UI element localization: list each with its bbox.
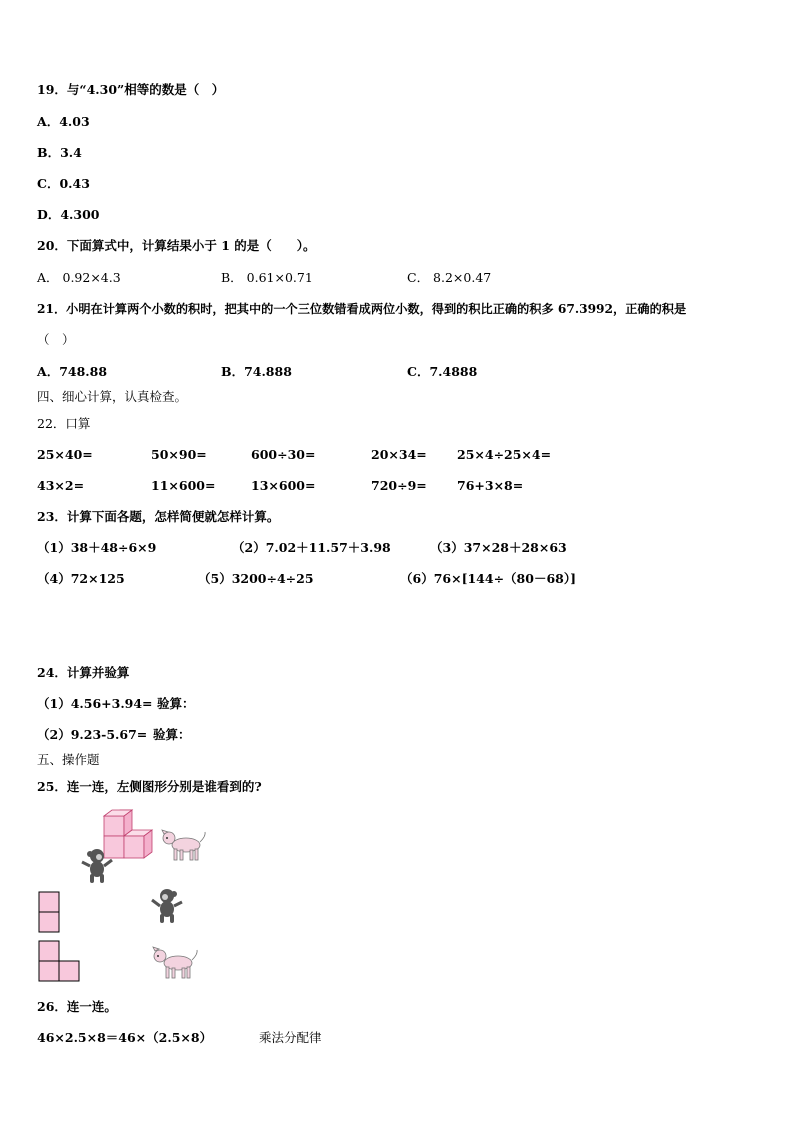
q22-stem: 22．口算 — [37, 416, 91, 431]
q23-item-2: （2）7.02＋11.57＋3.98 — [232, 540, 391, 555]
q22-r2-c4: 720÷9= — [371, 478, 427, 493]
q22-r1-c3: 600÷30= — [251, 447, 316, 462]
section-4-heading: 四、细心计算，认真检查。 — [37, 389, 188, 404]
q22-r2-c5: 76+3×8= — [457, 478, 524, 493]
q20-option-a: A． 0.92×4.3 — [37, 270, 121, 285]
q24-check-2: 验算： — [153, 727, 191, 742]
q19-option-a: A．4.03 — [37, 114, 90, 129]
q23-item-5: （5）3200÷4÷25 — [198, 571, 314, 586]
q24-expr-1: （1）4.56+3.94= — [37, 696, 153, 711]
q22-r2-c3: 13×600= — [251, 478, 316, 493]
q23-item-3: （3）37×28＋28×63 — [430, 540, 567, 555]
monkey-icon — [80, 848, 114, 884]
q24-expr-2: （2）9.23-5.67= — [37, 727, 148, 742]
q21-option-a: A．748.88 — [37, 364, 108, 379]
q22-r1-c4: 20×34= — [371, 447, 427, 462]
side-view-shape — [38, 940, 82, 984]
front-view-shape — [38, 891, 62, 935]
q21-option-b: B．74.888 — [221, 364, 292, 379]
q23-stem: 23．计算下面各题，怎样简便就怎样计算。 — [37, 509, 280, 524]
q26-left-expression: 46×2.5×8＝46×（2.5×8） — [37, 1030, 213, 1045]
q25-stem: 25．连一连，左侧图形分别是谁看到的? — [37, 779, 262, 794]
q23-item-4: （4）72×125 — [37, 571, 125, 586]
section-5-heading: 五、操作题 — [37, 752, 100, 767]
q26-stem: 26．连一连。 — [37, 999, 117, 1014]
q20-option-b: B． 0.61×0.71 — [221, 270, 313, 285]
q19-stem: 19．与“4.30”相等的数是（ ） — [37, 82, 225, 97]
q22-r1-c5: 25×4÷25×4= — [457, 447, 552, 462]
dog-icon — [160, 828, 208, 862]
q23-item-1: （1）38＋48÷6×9 — [37, 540, 157, 555]
q24-stem: 24．计算并验算 — [37, 665, 130, 680]
q21-paren: （ ） — [37, 332, 75, 347]
q23-item-6: （6）76×[144÷（80－68）] — [400, 571, 577, 586]
q22-r2-c2: 11×600= — [151, 478, 216, 493]
q22-r2-c1: 43×2= — [37, 478, 85, 493]
q24-check-1: 验算： — [157, 696, 195, 711]
q21-option-c: C．7.4888 — [407, 364, 478, 379]
q22-r1-c2: 50×90= — [151, 447, 207, 462]
dog-icon — [150, 946, 200, 980]
q19-option-d: D．4.300 — [37, 207, 100, 222]
q19-option-c: C．0.43 — [37, 176, 90, 191]
q26-right-law: 乘法分配律 — [259, 1030, 322, 1045]
q21-stem: 21．小明在计算两个小数的积时，把其中的一个三位数错看成两位小数，得到的积比正确的积多 67.3992，正确的积是 — [37, 302, 687, 316]
q19-option-b: B．3.4 — [37, 145, 82, 160]
q20-option-c: C． 8.2×0.47 — [407, 270, 492, 285]
q20-stem: 20．下面算式中，计算结果小于 1 的是（ ）。 — [37, 238, 316, 253]
monkey-icon — [150, 888, 184, 924]
q22-r1-c1: 25×40= — [37, 447, 93, 462]
